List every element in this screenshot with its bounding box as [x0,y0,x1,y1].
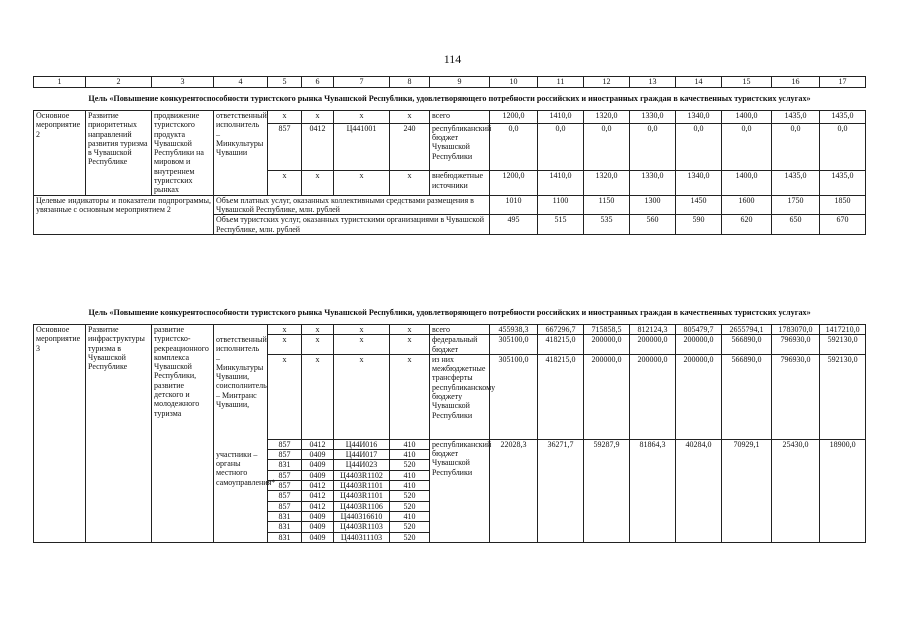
value-cell: 1783070,0 [772,325,820,335]
indicator-value: 1100 [538,195,584,215]
value-cell: 1435,0 [772,111,820,124]
value-cell: 812124,3 [630,325,676,335]
expense-code: 410 [390,470,430,480]
column-number: 15 [722,77,772,88]
value-cell: 796930,0 [772,335,820,355]
target-code: x [334,354,390,439]
value-cell: 22028,3 [490,439,538,542]
grbs-code: 857 [268,439,302,449]
indicator-value: 1150 [584,195,630,215]
target-code: Ц4403R1103 [334,522,390,532]
target-code: x [334,111,390,124]
column-number: 5 [268,77,302,88]
value-cell: 59287,9 [584,439,630,542]
indicator-value: 1300 [630,195,676,215]
funding-source: внебюджетные источники [430,171,490,195]
value-cell: 200000,0 [676,335,722,355]
target-code: x [334,335,390,355]
grbs-code: 857 [268,481,302,491]
measure-participants: участники – органы местного самоуправления* [214,450,268,543]
indicator-value: 1850 [820,195,866,215]
value-cell: 1400,0 [722,111,772,124]
expense-code: 520 [390,460,430,470]
value-cell: 305100,0 [490,335,538,355]
grbs-code: 831 [268,522,302,532]
indicator-value: 515 [538,215,584,235]
expense-code: 520 [390,491,430,501]
column-number: 8 [390,77,430,88]
grbs-code: 857 [268,491,302,501]
page-number: 114 [443,52,462,66]
grbs-code: x [268,335,302,355]
indicator-name: Объем туристских услуг, оказанных туристскими организациями в Чувашской Республике, млн. рублей [214,215,490,235]
section-code: 0409 [302,450,334,460]
target-code: Ц4403R1101 [334,481,390,491]
value-cell: 0,0 [584,123,630,170]
indicator-value: 1010 [490,195,538,215]
grbs-code: 831 [268,532,302,542]
funding-source: республиканский бюджет Чувашской Республики [430,123,490,170]
value-cell: 1435,0 [820,111,866,124]
goal-text: Цель «Повышение конкурентоспособности туристского рынка Чувашской Республики, удовлетворяющего потребности российских и иностранных граждан в качественных туристских услугах» [34,88,866,111]
value-cell: 200000,0 [584,354,630,439]
section-code: x [302,111,334,124]
column-number: 7 [334,77,390,88]
grbs-code: 857 [268,470,302,480]
funding-source: республиканский бюджет Чувашской Республики [430,439,490,542]
value-cell: 592130,0 [820,335,866,355]
funding-source: всего [430,111,490,124]
funding-source: из них межбюджетные трансферты республиканскому бюджету Чувашской Республики [430,354,490,439]
measure-task: развитие туристско-рекреационного комплекса Чувашской Республики, развитие детского и молодежного туризма [152,325,214,543]
expense-code: 410 [390,511,430,521]
indicator-value: 1450 [676,195,722,215]
value-cell: 667296,7 [538,325,584,335]
indicator-value: 1750 [772,195,820,215]
value-cell: 1330,0 [630,171,676,195]
section-code: 0412 [302,123,334,170]
goal-text: Цель «Повышение конкурентоспособности туристского рынка Чувашской Республики, удовлетворяющего потребности российских и иностранных граждан в качественных туристских услугах» [34,302,866,325]
value-cell: 418215,0 [538,354,584,439]
value-cell: 18900,0 [820,439,866,542]
section-code: x [302,335,334,355]
indicator-value: 535 [584,215,630,235]
section-code: x [302,171,334,195]
grbs-code: x [268,325,302,335]
column-number: 2 [86,77,152,88]
target-code: Ц440311103 [334,532,390,542]
target-code: x [334,325,390,335]
value-cell: 418215,0 [538,335,584,355]
section-code: 0412 [302,501,334,511]
target-code: Ц441001 [334,123,390,170]
target-code: Ц4403R1102 [334,470,390,480]
value-cell: 0,0 [490,123,538,170]
section-code: 0409 [302,532,334,542]
target-code: x [334,171,390,195]
value-cell: 200000,0 [676,354,722,439]
value-cell: 81864,3 [630,439,676,542]
value-cell: 592130,0 [820,354,866,439]
grbs-code: 857 [268,450,302,460]
table-row [34,111,866,124]
indicator-value: 590 [676,215,722,235]
indicator-value: 495 [490,215,538,235]
column-number-row [34,77,866,88]
expense-code: 520 [390,501,430,511]
column-number: 3 [152,77,214,88]
value-cell: 0,0 [820,123,866,170]
target-code: Ц44И016 [334,439,390,449]
column-number: 9 [430,77,490,88]
budget-table-1 [33,76,866,235]
indicator-value: 620 [722,215,772,235]
column-number: 6 [302,77,334,88]
grbs-code: 831 [268,511,302,521]
indicator-value: 670 [820,215,866,235]
section-code: 0409 [302,511,334,521]
value-cell: 36271,7 [538,439,584,542]
value-cell: 1200,0 [490,171,538,195]
funding-source: федеральный бюджет [430,335,490,355]
value-cell: 40284,0 [676,439,722,542]
measure-name: Основное мероприятие 3 [34,325,86,543]
measure-executor: ответственный исполнитель – Минкультуры Чувашии, соисполнитель – Минтранс Чувашии, [214,325,268,450]
value-cell: 1435,0 [772,171,820,195]
value-cell: 1340,0 [676,111,722,124]
grbs-code: x [268,354,302,439]
measure-executor: ответственный исполнитель – Минкультуры Чувашии [214,111,268,196]
expense-code: x [390,171,430,195]
value-cell: 1410,0 [538,111,584,124]
value-cell: 455938,3 [490,325,538,335]
value-cell: 805479,7 [676,325,722,335]
value-cell: 566890,0 [722,335,772,355]
section-code: 0412 [302,439,334,449]
value-cell: 0,0 [676,123,722,170]
value-cell: 0,0 [538,123,584,170]
funding-source: всего [430,325,490,335]
expense-code: x [390,354,430,439]
value-cell: 0,0 [772,123,820,170]
value-cell: 2655794,1 [722,325,772,335]
value-cell: 1400,0 [722,171,772,195]
expense-code: 520 [390,522,430,532]
value-cell: 1320,0 [584,171,630,195]
indicator-value: 650 [772,215,820,235]
column-number: 17 [820,77,866,88]
goal-row [34,88,866,111]
expense-code: 410 [390,450,430,460]
value-cell: 200000,0 [630,354,676,439]
grbs-code: x [268,171,302,195]
section-code: 0409 [302,522,334,532]
value-cell: 1417210,0 [820,325,866,335]
value-cell: 0,0 [630,123,676,170]
value-cell: 1340,0 [676,171,722,195]
value-cell: 1435,0 [820,171,866,195]
value-cell: 25430,0 [772,439,820,542]
indicator-value: 1600 [722,195,772,215]
value-cell: 200000,0 [630,335,676,355]
expense-code: 520 [390,532,430,542]
grbs-code: 857 [268,501,302,511]
value-cell: 200000,0 [584,335,630,355]
section-code: 0412 [302,481,334,491]
target-code: Ц44И017 [334,450,390,460]
indicator-row [34,195,866,215]
section-code: 0412 [302,491,334,501]
target-code: Ц440316610 [334,511,390,521]
measure-title: Развитие приоритетных направлений развития туризма в Чувашской Республике [86,111,152,196]
value-cell: 1320,0 [584,111,630,124]
value-cell: 796930,0 [772,354,820,439]
expense-code: 410 [390,481,430,491]
expense-code: x [390,335,430,355]
target-code: Ц44И023 [334,460,390,470]
value-cell: 1410,0 [538,171,584,195]
grbs-code: 857 [268,123,302,170]
column-number: 16 [772,77,820,88]
grbs-code: 831 [268,460,302,470]
section-code: 0409 [302,470,334,480]
budget-table-2 [33,302,866,543]
column-number: 1 [34,77,86,88]
table-row [34,325,866,335]
value-cell: 0,0 [722,123,772,170]
value-cell: 715858,5 [584,325,630,335]
target-code: Ц4403R1106 [334,501,390,511]
value-cell: 305100,0 [490,354,538,439]
grbs-code: x [268,111,302,124]
target-code: Ц4403R1101 [334,491,390,501]
measure-task: продвижение туристского продукта Чувашской Республики на мировом и внутреннем туристских рынках [152,111,214,196]
goal-row [34,302,866,325]
column-number: 4 [214,77,268,88]
column-number: 12 [584,77,630,88]
section-code: x [302,325,334,335]
measure-title: Развитие инфраструктуры туризма в Чувашской Республике [86,325,152,543]
expense-code: 240 [390,123,430,170]
column-number: 10 [490,77,538,88]
value-cell: 1200,0 [490,111,538,124]
expense-code: 410 [390,439,430,449]
indicator-value: 560 [630,215,676,235]
section-code: x [302,354,334,439]
value-cell: 70929,1 [722,439,772,542]
column-number: 11 [538,77,584,88]
column-number: 13 [630,77,676,88]
expense-code: x [390,325,430,335]
indicator-label: Целевые индикаторы и показатели подпрограммы, увязанные с основным мероприятием 2 [34,195,214,234]
indicator-name: Объем платных услуг, оказанных коллективными средствами размещения в Чувашской Республике, млн. рублей [214,195,490,215]
expense-code: x [390,111,430,124]
section-code: 0409 [302,460,334,470]
value-cell: 566890,0 [722,354,772,439]
value-cell: 1330,0 [630,111,676,124]
column-number: 14 [676,77,722,88]
measure-name: Основное мероприятие 2 [34,111,86,196]
